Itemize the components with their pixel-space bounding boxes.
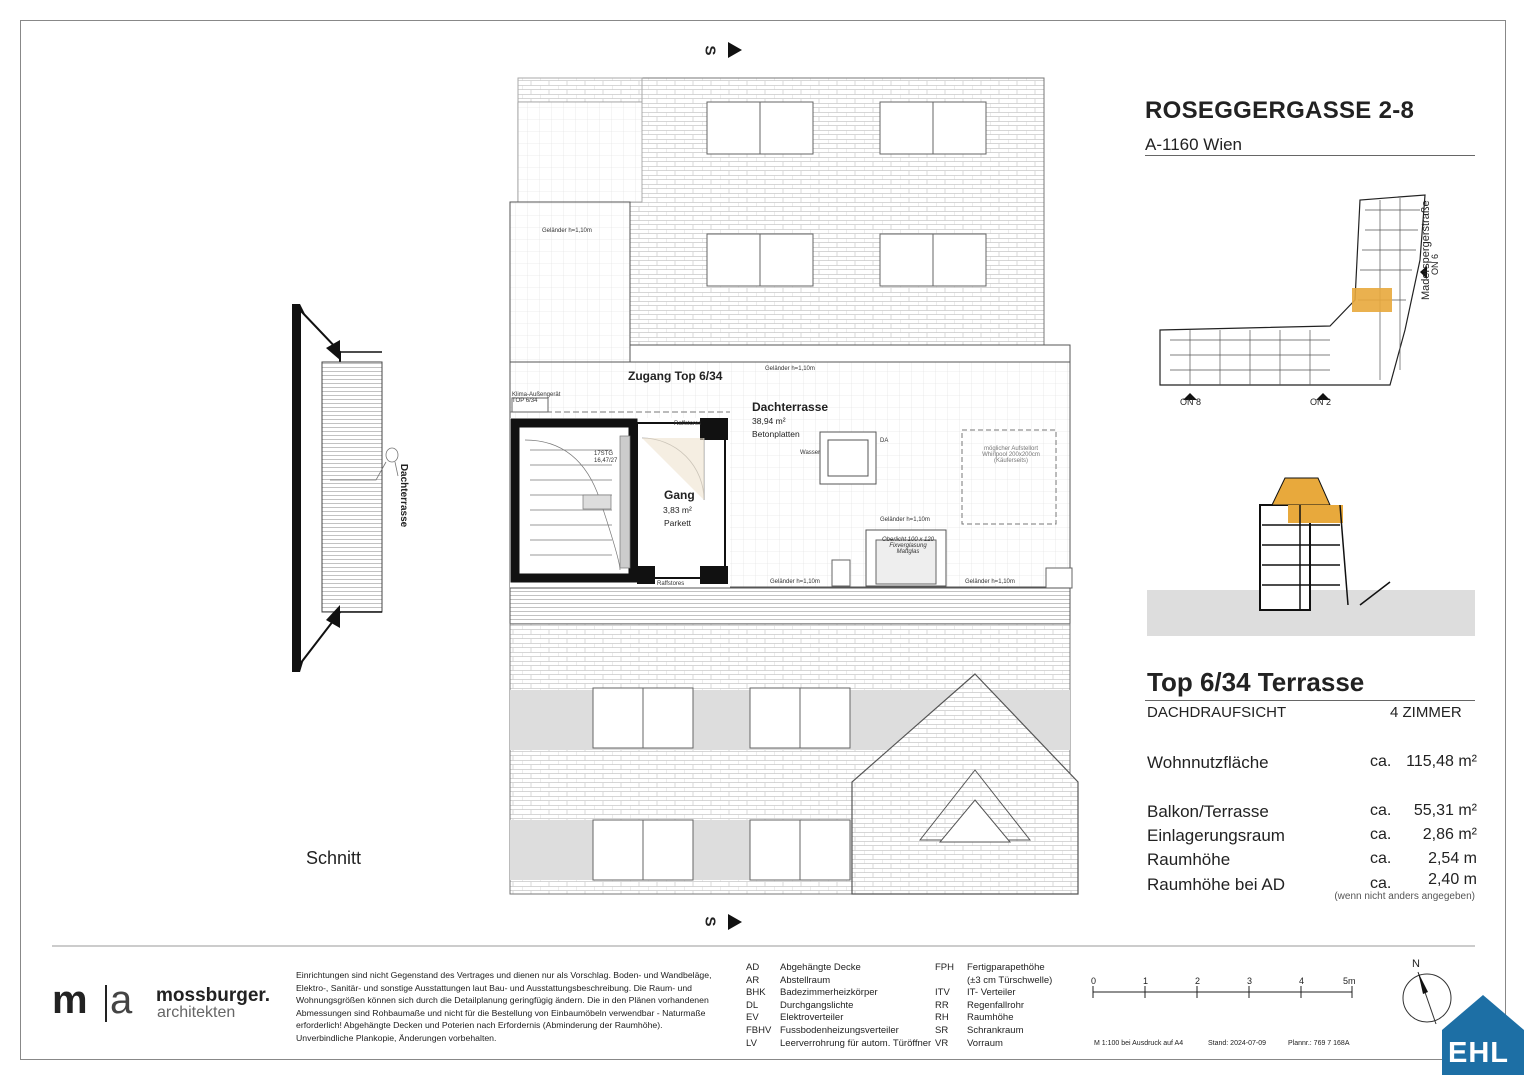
scale-tick: 4 [1299, 976, 1305, 986]
stat-ca: ca. [1370, 875, 1392, 892]
raffstores-label: Raffstores [657, 581, 685, 587]
stat-value: 115,48 m² [1406, 753, 1477, 770]
stair-code: 17STG [594, 451, 614, 457]
section-marker-bottom: S [701, 916, 719, 927]
architect-logo-m: m [52, 978, 87, 1022]
da-label: DA [880, 438, 889, 444]
section-drawing [292, 304, 398, 672]
architect-logo-a: a [110, 978, 133, 1022]
stat-label: Wohnnutzfläche [1147, 753, 1269, 772]
architect-sub: architekten [157, 1004, 236, 1021]
building-section-thumb [1147, 478, 1475, 636]
wasser-label: Wasser [800, 450, 821, 456]
scale-tick: 0 [1091, 976, 1097, 986]
scale-tick: 1 [1143, 976, 1149, 986]
stat-value: 2,40 m [1428, 871, 1477, 888]
stat-value: 2,54 m [1428, 850, 1477, 867]
scale-bar [1093, 986, 1352, 998]
stat-ca: ca. [1370, 826, 1392, 843]
stat-ca: ca. [1370, 753, 1392, 770]
north-label: N [1412, 958, 1420, 970]
project-address: A-1160 Wien [1145, 135, 1243, 154]
section-label: Schnitt [306, 848, 362, 868]
stat-ca: ca. [1370, 802, 1392, 819]
railing-label: Geländer h=1,10m [542, 228, 592, 234]
raffstores-label: Raffstores [674, 421, 702, 427]
stat-label: Raumhöhe [1147, 850, 1231, 869]
section-marker-top: S [701, 45, 719, 56]
unit-rooms: 4 ZIMMER [1390, 704, 1462, 721]
plan-date: Stand: 2024-07-09 [1208, 1040, 1266, 1047]
unit-view: DACHDRAUFSICHT [1147, 704, 1287, 721]
terrace-area: 38,94 m² [752, 416, 786, 426]
project-title: ROSEGGERGASSE 2-8 [1145, 97, 1415, 124]
stat-ca: ca. [1370, 850, 1392, 867]
architect-name: mossburger. [156, 985, 271, 1006]
site-entrance: ON 2 [1310, 397, 1332, 407]
stats-note: (wenn nicht anders angegeben) [1334, 891, 1475, 902]
scale-tick: 5m [1343, 976, 1356, 986]
klima-label: Klima-Außengerät TOP 6/34 [512, 392, 561, 404]
stat-value: 55,31 m² [1413, 802, 1477, 819]
terrace-floor: Betonplatten [752, 429, 800, 439]
gang-area: 3,83 m² [663, 505, 692, 515]
stat-label: Einlagerungsraum [1147, 826, 1285, 845]
site-street: Maderspergerstraße [1420, 200, 1432, 300]
stair-dim: 16,47/27 [594, 458, 618, 464]
stat-value: 2,86 m² [1422, 826, 1477, 843]
railing-label: Geländer h=1,10m [965, 579, 1015, 585]
disclaimer: Einrichtungen sind nicht Gegenstand des Vertrages und dienen nur als Vorschlag. Boden- und Wandbeläge, Elektro-, Sanitär- und sonstige Ausstattungen laut Bau- und Ausstattungsbeschreibung. Die Raum- und Wohnungsgrößen können sich durch die Detailplanung geringfügig ändern. Die in den Plänen vorhandenen Abmessungen sind Rohbaumaße und nicht für die Bestellung von Einbaumöbeln verwendbar - Naturmaße erforderlich! Abgehängte Decken und Poterien nach Erfordernis (Abminderung der Raumhöhe). Unverbindliche Plankopie, Änderungen vorbehalten. [296, 970, 712, 1043]
access-label: Zugang Top 6/34 [628, 369, 723, 383]
scale-note: M 1:100 bei Ausdruck auf A4 [1094, 1040, 1184, 1047]
terrace-name: Dachterrasse [752, 400, 829, 414]
gang-floor: Parkett [664, 518, 691, 528]
railing-label: Geländer h=1,10m [770, 579, 820, 585]
section-terrace-label: Dachterrasse [398, 463, 410, 528]
skylight-label: Oberlicht 100 x 120 Fixverglasung Mattglas [881, 537, 935, 555]
stat-label: Raumhöhe bei AD [1147, 875, 1285, 894]
scale-tick: 2 [1195, 976, 1201, 986]
site-entrance: ON 6 [1430, 253, 1440, 275]
brand-logo-text: EHL [1448, 1037, 1509, 1069]
gang-name: Gang [664, 488, 695, 502]
site-plan [1160, 195, 1427, 400]
unit-title: Top 6/34 Terrasse [1147, 667, 1365, 697]
legend-col2: FPH Fertigparapethöhe (±3 cm Türschwelle) ITV IT- Verteiler RR Regenfallrohr RH Raumhöhe SR Schrankraum VR Vorraum [935, 962, 1053, 1049]
stat-label: Balkon/Terrasse [1147, 802, 1269, 821]
railing-label: Geländer h=1,10m [880, 517, 930, 523]
railing-label: Geländer h=1,10m [765, 366, 815, 372]
plan-number: Plannr.: 769 7 168A [1288, 1040, 1350, 1047]
legend-col1: AD Abgehängte Decke AR Abstellraum BHK Badezimmerheizkörper DL Durchgangslichte EV Elektroverteiler FBHV Fussbodenheizungsverteiler LV Leerverrohrung für autom. Türöffner [746, 962, 932, 1049]
whirlpool-label: möglicher Aufstellort Whirlpool 200x200cm (Käuferseits) [982, 446, 1040, 464]
north-arrow [1403, 972, 1451, 1024]
scale-tick: 3 [1247, 976, 1253, 986]
site-entrance: ON 8 [1180, 397, 1202, 407]
